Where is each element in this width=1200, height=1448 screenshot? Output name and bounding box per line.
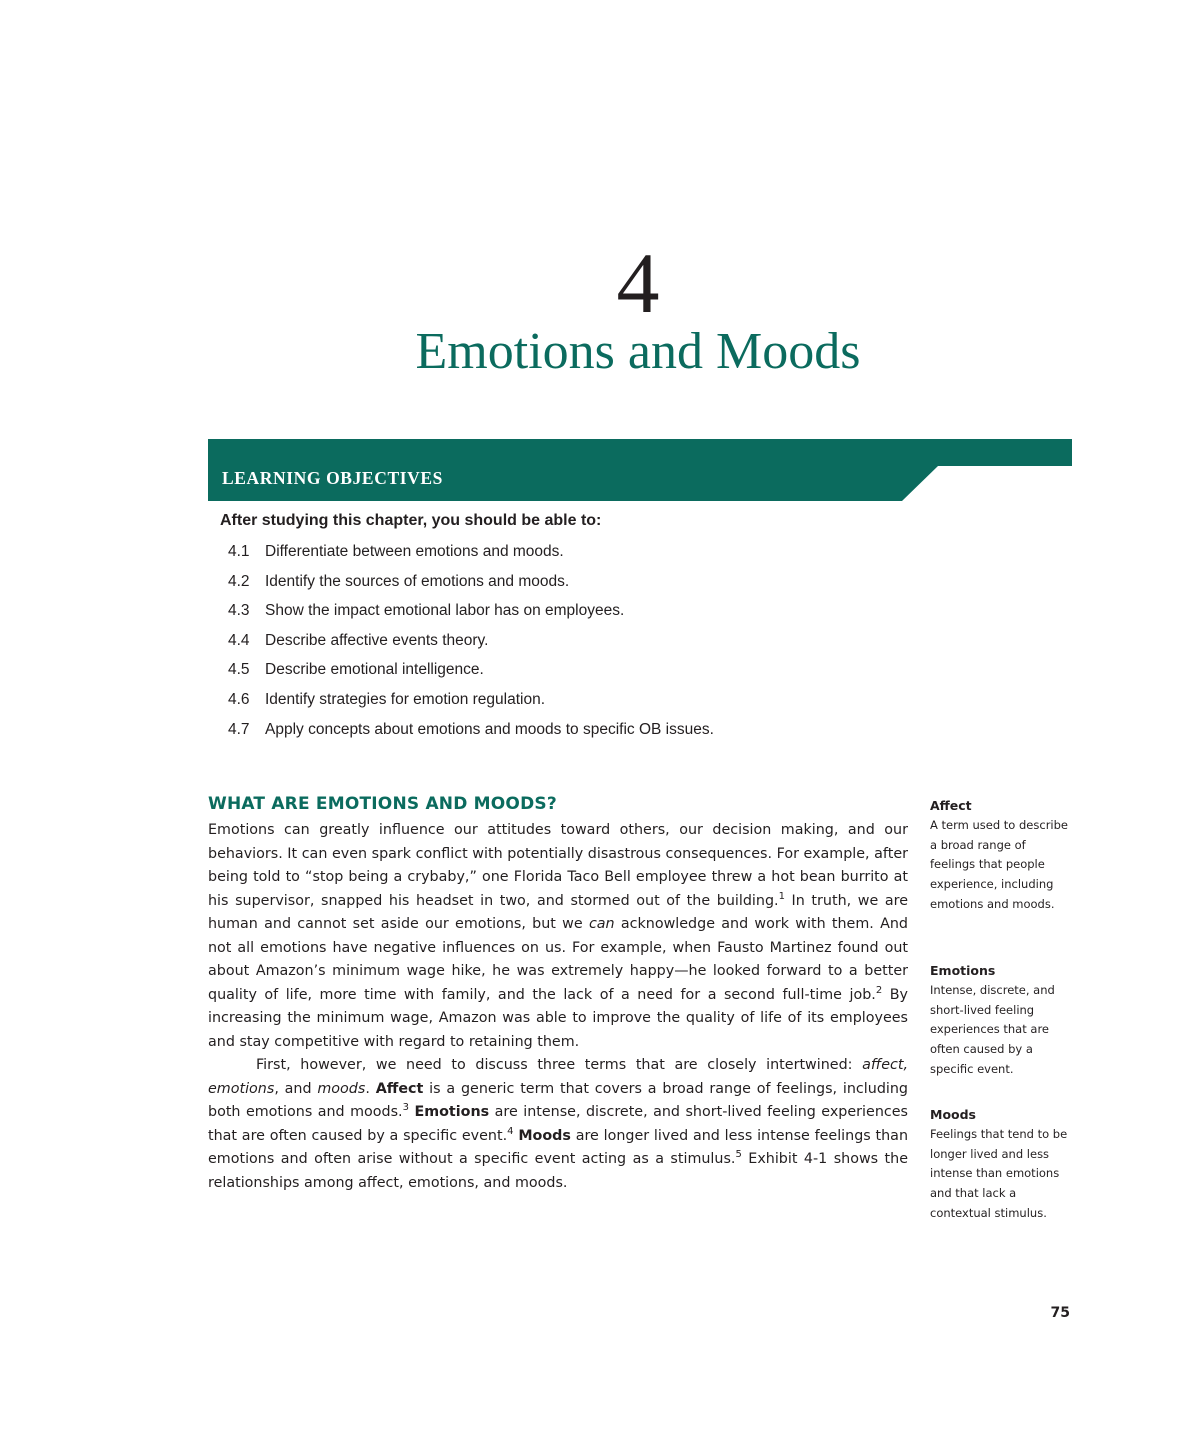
footnote-ref: 1 [778, 890, 785, 902]
objective-number: 4.5 [228, 661, 250, 679]
margin-term: Affect [930, 798, 972, 813]
footnote-ref: 4 [507, 1125, 514, 1137]
objective-number: 4.4 [228, 631, 250, 649]
objective-text: Apply concepts about emotions and moods to specific OB issues. [265, 720, 714, 738]
objective-item [228, 570, 714, 600]
margin-note-moods [930, 1105, 1070, 1224]
objective-text: Identify the sources of emotions and moods. [265, 572, 570, 590]
p2-text-d: are longer lived and less intense feelings than emotions and often arise without a specific event acting as a stimulus. [208, 1127, 909, 1167]
objective-text: Describe emotional intelligence. [265, 661, 484, 679]
objective-item [228, 718, 714, 748]
learning-objectives-heading: LEARNING OBJECTIVES [222, 468, 443, 488]
body-text [208, 819, 908, 1195]
key-term: Affect [375, 1080, 424, 1097]
objective-number: 4.1 [228, 543, 250, 560]
paragraph-1 [208, 819, 908, 1054]
chapter-number: 4 [616, 235, 660, 331]
objective-item [228, 540, 714, 570]
separator: , [903, 1057, 908, 1073]
p2-text-c: are intense, discrete, and short-lived feeling experiences that are often caused by a specific event. [208, 1104, 908, 1144]
paragraph-2 [208, 1054, 908, 1195]
objective-item [228, 629, 714, 659]
separator: . [365, 1080, 376, 1097]
objective-number: 4.2 [228, 572, 250, 590]
footnote-ref: 3 [402, 1102, 409, 1114]
p2-text-a: First, however, we need to discuss three terms that are closely intertwined: [256, 1057, 863, 1073]
learning-objectives-list [228, 540, 714, 747]
emphasis: can [588, 916, 615, 932]
footnote-ref: 5 [735, 1149, 742, 1161]
margin-definition: Feelings that tend to be longer lived and less intense than emotions and that lack a contextual stimulus. [930, 1126, 1068, 1220]
objective-text: Describe affective events theory. [265, 631, 489, 649]
page-number: 75 [1050, 1305, 1070, 1321]
p2-text-e: Exhibit 4-1 shows the relationships among affect, emotions, and moods. [208, 1151, 908, 1191]
objective-number: 4.3 [228, 602, 250, 620]
margin-note-emotions [930, 961, 1070, 1080]
key-term: Emotions [414, 1104, 490, 1120]
section-heading: WHAT ARE EMOTIONS AND MOODS? [208, 794, 557, 814]
objective-number: 4.6 [228, 690, 250, 708]
objective-text: Identify strategies for emotion regulation. [265, 690, 546, 708]
emphasis: moods [317, 1080, 366, 1097]
objective-item [228, 658, 714, 688]
learning-objectives-banner [208, 439, 1072, 501]
objective-text: Show the impact emotional labor has on employees. [265, 602, 625, 620]
objective-text: Differentiate between emotions and moods. [265, 543, 564, 560]
p1-text-c: acknowledge and work with them. And not all emotions have negative influences on us. For example, when Fausto Martinez found out about Amazon’s minimum wage hike, he was extremely happy—he looked forward to a better quality of life, more time with family, and the lack of a need for a second full-time job. [208, 916, 909, 1003]
margin-definition: A term used to describe a broad range of feelings that people experience, including emotions and moods. [930, 817, 1068, 911]
chapter-title: Emotions and Moods [415, 323, 861, 380]
objective-number: 4.7 [228, 720, 250, 738]
margin-definition: Intense, discrete, and short-lived feeling experiences that are often caused by a specific event. [930, 982, 1055, 1076]
objective-item [228, 599, 714, 629]
margin-term: Moods [930, 1107, 977, 1122]
p1-text-a: Emotions can greatly influence our attitudes toward others, our decision making, and our behaviors. It can even spark conflict with potentially disastrous consequences. For example, after being told to “stop being a crybaby,” one Florida Taco Bell employee threw a hot bean burrito at his supervisor, snapped his headset in two, and stormed out of the building. [208, 822, 908, 909]
separator: , and [274, 1080, 318, 1097]
key-term: Moods [518, 1127, 571, 1144]
emphasis: emotions [208, 1080, 275, 1097]
emphasis: affect [862, 1057, 904, 1073]
footnote-ref: 2 [875, 984, 883, 996]
learning-objectives-intro: After studying this chapter, you should be able to: [220, 512, 602, 529]
p1-text-d: By increasing the minimum wage, Amazon was able to improve the quality of life of its employees and stay competitive with regard to retaining them. [208, 986, 908, 1050]
p1-text-b: In truth, we are human and cannot set aside our emotions, but we [208, 892, 908, 932]
margin-term: Emotions [930, 963, 996, 978]
p2-text-b: is a generic term that covers a broad range of feelings, including both emotions and moods. [208, 1080, 908, 1120]
objective-item [228, 688, 714, 718]
margin-note-affect [930, 796, 1070, 915]
